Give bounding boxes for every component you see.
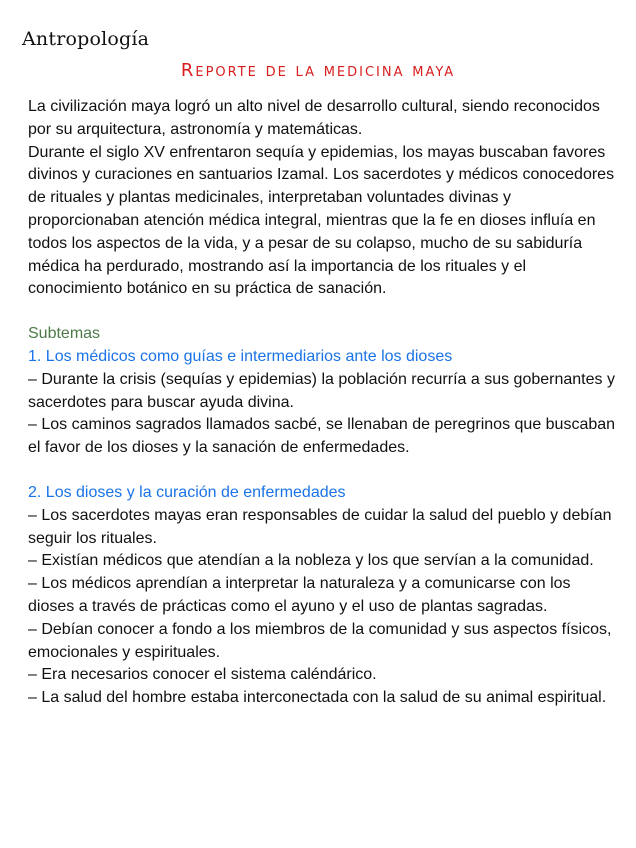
section-1-item: – Los caminos sagrados llamados sacbé, se llenaban de peregrinos que buscaban el favor de los dioses y la sanación de enfermedades. [28, 416, 616, 457]
intro-paragraph: Durante el siglo XV enfrentaron sequía y epidemias, los mayas buscaban favores divinos y curaciones en santuarios Izamal. Los sacerdotes y médicos conocedores de rituales y plantas medicinales, interpretaban voluntades divinas y proporcionaban atención médica integral, mientras que la fe en dioses influía en todos los aspectos de la vida, y a pesar de su colapso, mucho de su sabiduría médica ha perdurado, mostrando así la importancia de los rituales y el conocimiento botánico en su práctica de sanación. [28, 143, 615, 298]
section-heading-1: 1. Los médicos como guías e intermediarios ante los dioses [28, 347, 453, 365]
section-2-item: – Debían conocer a fondo a los miembros de la comunidad y sus aspectos físicos, emocionales y espirituales. [28, 620, 612, 661]
section-heading-2: 2. Los dioses y la curación de enfermedades [28, 483, 346, 501]
subtemas-label: Subtemas [28, 325, 101, 343]
section-1-item: – Durante la crisis (sequías y epidemias) la población recurría a sus gobernantes y sacerdotes para buscar ayuda divina. [28, 370, 615, 411]
section-2-item: – La salud del hombre estaba interconectada con la salud de su animal espiritual. [28, 689, 607, 707]
section-2-item: – Los médicos aprendían a interpretar la naturaleza y a comunicarse con los dioses a través de prácticas como el ayuno y el uso de plantas sagradas. [28, 575, 571, 615]
document-body [28, 96, 620, 710]
intro-paragraph: La civilización maya logró un alto nivel de desarrollo cultural, siendo reconocidos por su arquitectura, astronomía y matemáticas. [28, 98, 600, 138]
page-title: Reporte de la medicina maya [180, 60, 456, 81]
spacer [28, 460, 620, 482]
course-header: Antropología [22, 28, 150, 50]
section-2-item: – Existían médicos que atendían a la nobleza y los que servían a la comunidad. [28, 552, 594, 570]
spacer [28, 301, 620, 323]
section-2-item: – Los sacerdotes mayas eran responsables de cuidar la salud del pueblo y debían seguir los rituales. [28, 506, 612, 547]
section-2-item: – Era necesarios conocer el sistema caléndárico. [28, 666, 377, 684]
